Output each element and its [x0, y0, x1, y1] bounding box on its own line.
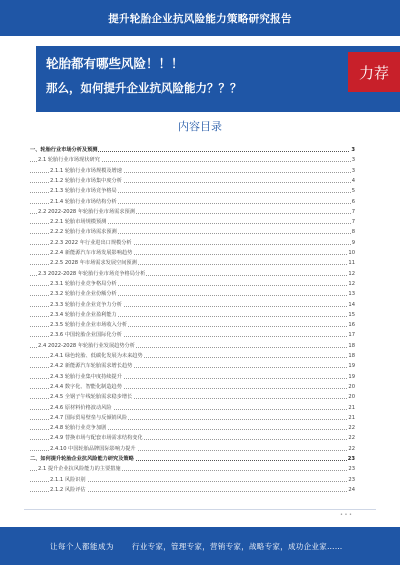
toc-entry[interactable]	[30, 301, 355, 309]
toc-entry-title: 2.3.1 轮胎行业竞争格局分析	[50, 280, 117, 287]
toc-entry[interactable]	[30, 177, 355, 185]
report-title: 提升轮胎企业抗风险能力策略研究报告	[108, 12, 292, 25]
toc-entry-title: 2.3.3 轮胎行业企业竞争力分析	[50, 301, 122, 308]
toc-entry[interactable]	[30, 198, 355, 206]
toc-entry-page: 23	[347, 456, 355, 462]
toc-entry-title: 2.1.1 风险识别	[50, 476, 86, 483]
toc-entry[interactable]	[30, 445, 355, 453]
toc-entry-page: 8	[351, 229, 355, 236]
toc-entry-page: 15	[348, 311, 355, 318]
toc-entry[interactable]	[30, 270, 355, 278]
toc-entry-title: 2.4.2 新能源汽车轮胎需求增长趋势	[50, 363, 133, 370]
toc-entry-title: 2.4.10 中国轮胎品牌国际影响力提升	[50, 445, 136, 452]
toc-entry-page: 19	[348, 363, 355, 370]
toc-entry[interactable]	[30, 167, 355, 175]
toc-entry-page: 18	[348, 342, 355, 349]
toc-entry[interactable]	[30, 342, 355, 350]
toc-entry-title: 2.1 提升企业抗风险能力的主要措施	[38, 466, 121, 473]
toc-entry-title: 2.4.7 国际贸易壁垒与反倾销风险	[50, 414, 128, 421]
toc-entry[interactable]	[30, 455, 355, 463]
toc-entry-title: 一、轮胎行业市场分析及预测	[30, 147, 98, 153]
toc-entry-title: 2.2.2 轮胎行业市场需求预测	[50, 229, 117, 236]
toc-entry[interactable]	[30, 393, 355, 401]
toc-entry[interactable]	[30, 486, 355, 494]
toc-entry-page: 24	[348, 486, 355, 493]
toc-entry-title: 2.4.5 全钢子午线轮胎需求稳步增长	[50, 394, 133, 401]
toc-entry-page: 14	[348, 301, 355, 308]
toc-entry-title: 2.1.2 轮胎行业市场集中度分析	[50, 177, 122, 184]
toc-entry-page: 16	[348, 322, 355, 329]
toc-entry-page: 22	[348, 435, 355, 442]
toc-entry[interactable]	[30, 218, 355, 226]
toc-entry-page: 10	[348, 250, 355, 256]
toc-entry-title: 2.1 轮胎行业市场现状研究	[38, 157, 100, 164]
toc-entry-page: 21	[348, 414, 355, 421]
toc-entry[interactable]	[30, 208, 355, 216]
toc-entry-title: 2.3.6 中国轮胎企业国际化分析	[50, 332, 122, 339]
toc-entry-title: 2.4.3 轮胎行业集中度持续提升	[50, 373, 122, 380]
toc-entry-page: 5	[351, 188, 355, 195]
toc-entry-title: 2.4.8 轮胎行业竞争加剧	[50, 425, 107, 432]
toc-entry[interactable]	[30, 362, 355, 370]
toc-entry-page: 3	[351, 157, 355, 164]
toc-entry-title: 2.2.1 轮胎市场规模预测	[50, 219, 107, 226]
toc-entry[interactable]	[30, 187, 355, 195]
toc-entry[interactable]	[30, 373, 355, 381]
toc-entry[interactable]	[30, 383, 355, 391]
toc-entry-title: 2.2.3 2022 年行业进出口规模分析	[50, 239, 132, 246]
toc-entry-page: 20	[348, 394, 355, 401]
toc-entry-title: 2.3.5 轮胎行业企业市场收入分析	[50, 322, 128, 329]
toc-entry-title: 2.3 2022-2028 年轮胎行业市场竞争格局分析	[38, 270, 146, 277]
toc-entry-page: 18	[348, 353, 355, 359]
toc-entry-title: 2.4.6 原材料价格波动风险	[50, 404, 112, 411]
toc-entry-page: 23	[348, 476, 355, 483]
toc-entry[interactable]	[30, 414, 355, 422]
toc-entry[interactable]	[30, 290, 355, 298]
toc-entry[interactable]	[30, 239, 355, 247]
toc-entry[interactable]	[30, 280, 355, 288]
toc-entry[interactable]	[30, 404, 355, 412]
toc-entry[interactable]	[30, 424, 355, 432]
toc-entry-title: 2.4.1 绿色轮胎、低碳化发展为未来趋势	[50, 353, 143, 359]
toc-entry-title: 二、如何提升轮胎企业抗风险能力研究及策略	[30, 456, 134, 462]
footer-bar	[0, 527, 400, 565]
toc-entry-title: 2.3.4 轮胎行业企业盈利能力	[50, 311, 117, 318]
toc-entry-title: 2.4 2022-2028 年轮胎行业发展趋势分析	[38, 342, 135, 349]
toc-entry[interactable]	[30, 352, 355, 360]
toc-entry-page: 6	[351, 198, 355, 205]
toc-entry[interactable]	[30, 249, 355, 257]
hero-subheadline: 那么，如何提升企业抗风险能力？？？	[46, 81, 242, 95]
toc-entry-page: 7	[351, 208, 355, 215]
toc-entry-title: 2.1.4 轮胎行业市场结构分析	[50, 198, 117, 205]
toc-entry-title: 2.1.1 轮胎行业市场规模及增速	[50, 167, 122, 174]
toc-entry-title: 2.3.2 轮胎行业企业份额分析	[50, 291, 117, 298]
hero-banner	[36, 46, 400, 112]
toc-entry[interactable]	[30, 259, 355, 267]
toc-entry-page: 7	[351, 219, 355, 226]
toc-entry-title: 2.2.5 2028 年市场需求发展空间预测	[50, 260, 137, 267]
toc-entry-title: 2.4.9 替换市场与配套市场需求结构变化	[50, 435, 143, 442]
toc-entry[interactable]	[30, 331, 355, 339]
toc-entry-page: 12	[348, 280, 355, 287]
toc-entry-page: 3	[351, 167, 355, 174]
toc-entry[interactable]	[30, 465, 355, 473]
toc-entry-title: 2.1.2 风险评估	[50, 486, 86, 493]
report-header-bar	[0, 0, 400, 36]
toc-entry[interactable]	[30, 146, 355, 154]
toc-entry-page: 13	[348, 291, 355, 298]
toc-entry-page: 9	[351, 239, 355, 246]
toc-entry-page: 22	[348, 445, 355, 452]
recommend-badge: 力荐	[348, 52, 400, 92]
toc-entry[interactable]	[30, 476, 355, 484]
toc-entry-title: 2.4.4 数字化、智能化制造趋势	[50, 383, 122, 390]
toc-heading: 内容目录	[178, 120, 222, 133]
toc-entry-page: 20	[348, 383, 355, 390]
toc-entry-page: 19	[348, 373, 355, 380]
footer-slogan: 让每个人都能成为	[50, 541, 114, 551]
toc-entry[interactable]	[30, 228, 355, 236]
toc-entry-page: 22	[348, 425, 355, 432]
hero-headline: 轮胎都有哪些风险！！！	[46, 56, 184, 71]
toc-entry-page: 11	[348, 260, 355, 267]
toc-entry-page: 17	[348, 332, 355, 339]
toc-entry-title: 2.2.4 新能源汽车市场发展影响趋势	[50, 250, 133, 256]
toc-entry[interactable]	[30, 311, 355, 319]
toc-entry-page: 4	[351, 177, 355, 184]
toc-entry[interactable]	[30, 434, 355, 442]
toc-entry[interactable]	[30, 321, 355, 329]
divider	[24, 509, 376, 510]
toc-entry-title: 2.2 2022-2028 年轮胎行业市场需求预测	[38, 208, 135, 215]
toc-entry-title: 2.1.3 轮胎行业市场竞争格局	[50, 188, 117, 195]
toc-entry-page: 23	[348, 466, 355, 473]
toc-entry-page: 12	[348, 270, 355, 277]
toc-entry-page: 21	[348, 404, 355, 411]
toc-entry-page: 3	[351, 147, 355, 153]
footer-tags: 行业专家，管理专家，营销专家，战略专家，成功企业家……	[132, 541, 343, 551]
toc-entry[interactable]	[30, 156, 355, 164]
page-marker: • • •	[339, 512, 352, 518]
